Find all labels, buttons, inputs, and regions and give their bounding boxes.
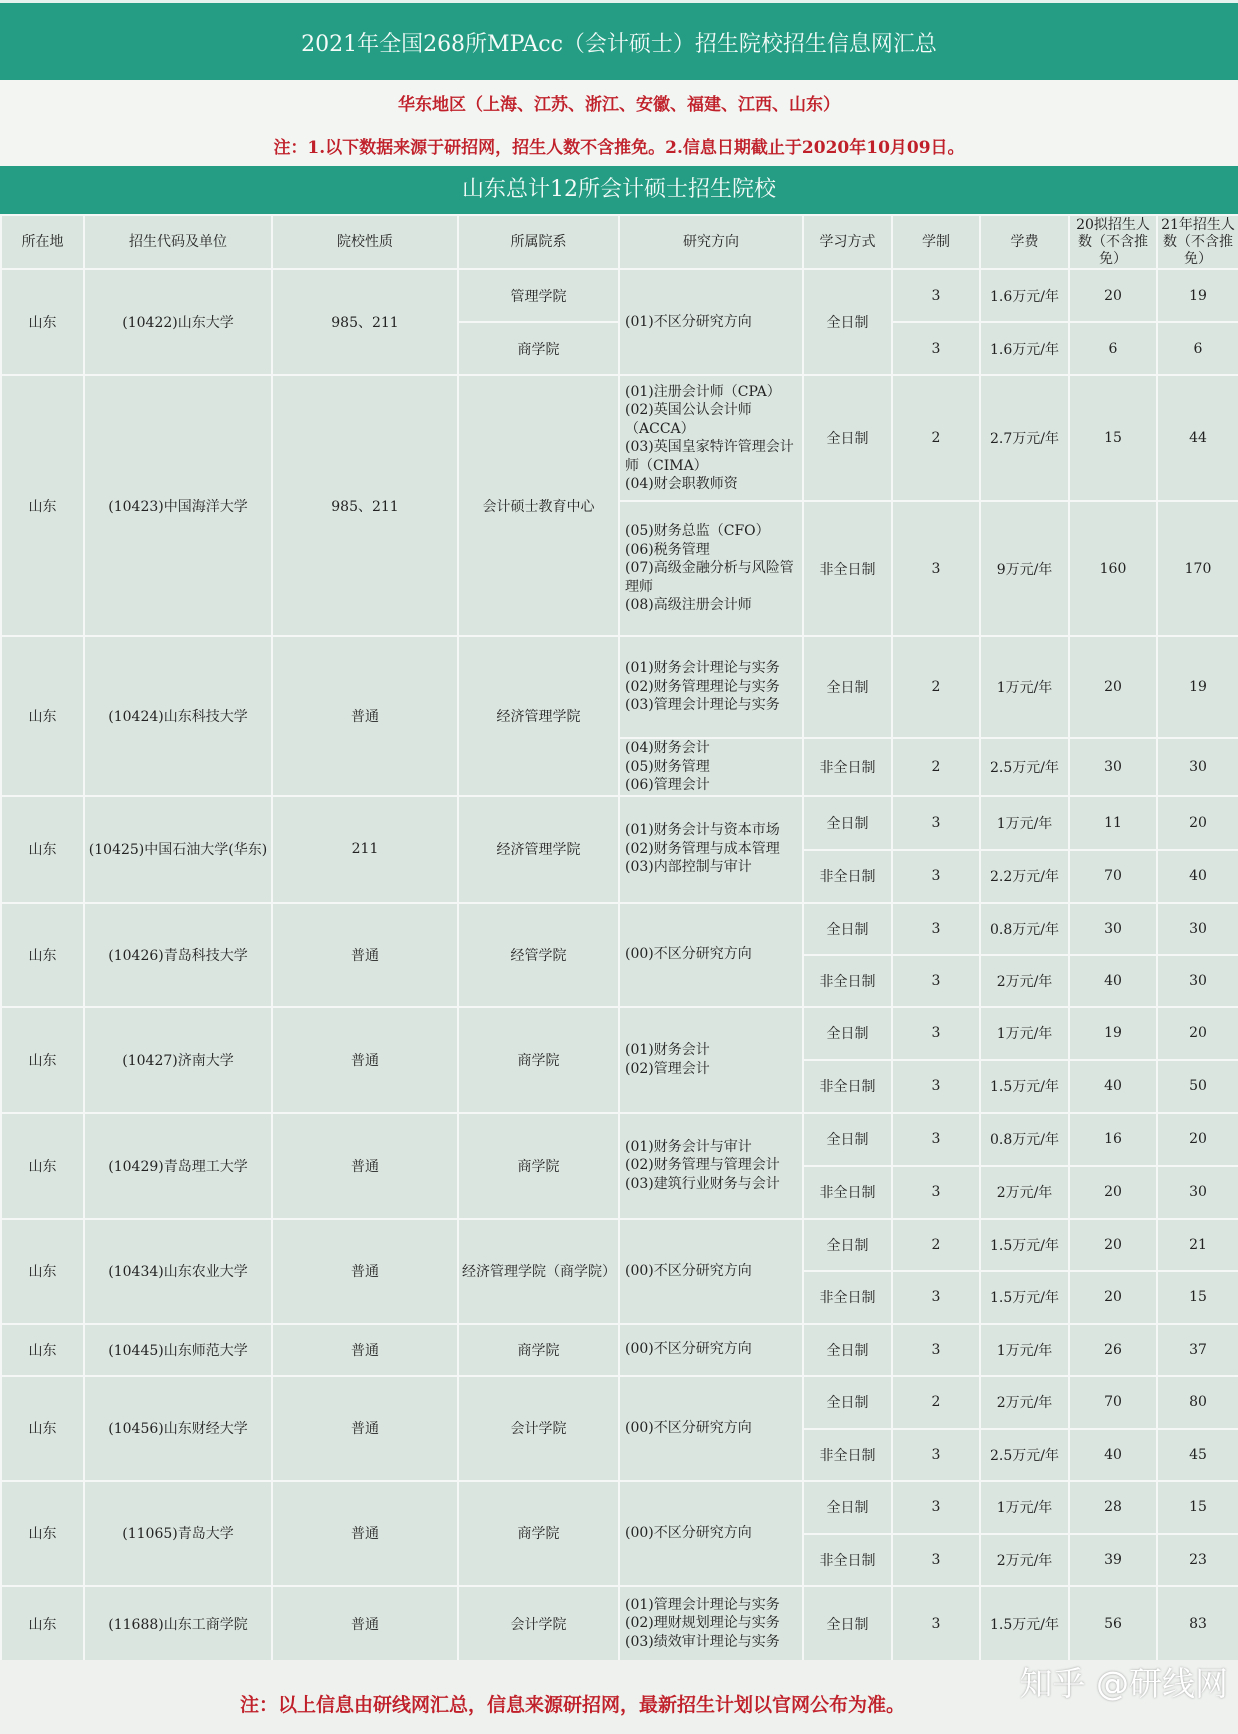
research-direction-cell: (05)财务总监（CFO） (06)税务管理 (07)高级金融分析与风险管理师 (08)高级注册会计师 bbox=[619, 501, 803, 636]
tuition-cell: 1.5万元/年 bbox=[980, 1586, 1069, 1662]
quota-2021-cell: 83 bbox=[1157, 1586, 1238, 1662]
unit-cell: (10434)山东农业大学 bbox=[84, 1219, 272, 1324]
study-mode-cell: 非全日制 bbox=[803, 850, 892, 903]
quota-2021-cell: 40 bbox=[1157, 850, 1238, 903]
table-row bbox=[1, 375, 1238, 501]
quota-2020-cell: 19 bbox=[1069, 1007, 1157, 1060]
location-cell: 山东 bbox=[1, 1324, 84, 1376]
duration-cell: 3 bbox=[892, 1586, 980, 1662]
unit-cell: (10423)中国海洋大学 bbox=[84, 375, 272, 636]
department-cell: 经管学院 bbox=[458, 903, 619, 1007]
quota-2020-cell: 16 bbox=[1069, 1113, 1157, 1166]
tuition-cell: 9万元/年 bbox=[980, 501, 1069, 636]
page-title: 2021年全国268所MPAcc（会计硕士）招生院校招生信息网汇总 bbox=[0, 0, 1238, 80]
study-mode-cell: 非全日制 bbox=[803, 1534, 892, 1586]
quota-2020-cell: 39 bbox=[1069, 1534, 1157, 1586]
tuition-cell: 1.6万元/年 bbox=[980, 269, 1069, 322]
duration-cell: 3 bbox=[892, 1060, 980, 1113]
research-direction-cell: (01)财务会计与资本市场 (02)财务管理与成本管理 (03)内部控制与审计 bbox=[619, 796, 803, 903]
location-cell: 山东 bbox=[1, 1219, 84, 1324]
department-cell: 商学院 bbox=[458, 1324, 619, 1376]
study-mode-cell: 非全日制 bbox=[803, 1271, 892, 1324]
quota-2020-cell: 20 bbox=[1069, 1166, 1157, 1219]
school-type-cell: 985、211 bbox=[272, 269, 458, 375]
quota-2021-cell: 23 bbox=[1157, 1534, 1238, 1586]
table-row bbox=[1, 1113, 1238, 1166]
tuition-cell: 1万元/年 bbox=[980, 636, 1069, 738]
department-cell: 商学院 bbox=[458, 1481, 619, 1586]
unit-cell: (10456)山东财经大学 bbox=[84, 1376, 272, 1481]
quota-2020-cell: 30 bbox=[1069, 738, 1157, 796]
quota-2021-cell: 20 bbox=[1157, 796, 1238, 850]
footer bbox=[0, 1660, 1238, 1734]
quota-2021-cell: 19 bbox=[1157, 636, 1238, 738]
duration-cell: 3 bbox=[892, 1113, 980, 1166]
department-cell: 经济管理学院（商学院） bbox=[458, 1219, 619, 1324]
duration-cell: 3 bbox=[892, 796, 980, 850]
tuition-cell: 2万元/年 bbox=[980, 1376, 1069, 1429]
department-cell: 经济管理学院 bbox=[458, 636, 619, 796]
school-type-cell: 普通 bbox=[272, 1324, 458, 1376]
table-row bbox=[1, 1219, 1238, 1271]
duration-cell: 3 bbox=[892, 501, 980, 636]
study-mode-cell: 非全日制 bbox=[803, 955, 892, 1007]
school-type-cell: 普通 bbox=[272, 1481, 458, 1586]
location-cell: 山东 bbox=[1, 375, 84, 636]
duration-cell: 3 bbox=[892, 903, 980, 955]
table-row bbox=[1, 636, 1238, 738]
duration-cell: 2 bbox=[892, 1376, 980, 1429]
footer-note: 注：以上信息由研线网汇总，信息来源研招网，最新招生计划以官网公布为准。 bbox=[240, 1694, 906, 1716]
quota-2021-cell: 30 bbox=[1157, 1166, 1238, 1219]
school-type-cell: 普通 bbox=[272, 636, 458, 796]
tuition-cell: 0.8万元/年 bbox=[980, 1113, 1069, 1166]
tuition-cell: 2万元/年 bbox=[980, 1534, 1069, 1586]
quota-2021-cell: 30 bbox=[1157, 903, 1238, 955]
quota-2020-cell: 40 bbox=[1069, 955, 1157, 1007]
column-header: 研究方向 bbox=[619, 215, 803, 269]
location-cell: 山东 bbox=[1, 1586, 84, 1662]
duration-cell: 3 bbox=[892, 850, 980, 903]
quota-2020-cell: 160 bbox=[1069, 501, 1157, 636]
duration-cell: 3 bbox=[892, 1481, 980, 1534]
department-cell: 会计硕士教育中心 bbox=[458, 375, 619, 636]
quota-2020-cell: 11 bbox=[1069, 796, 1157, 850]
research-direction-cell: (01)财务会计与审计 (02)财务管理与管理会计 (03)建筑行业财务与会计 bbox=[619, 1113, 803, 1219]
column-header: 学费 bbox=[980, 215, 1069, 269]
unit-cell: (10425)中国石油大学(华东) bbox=[84, 796, 272, 903]
study-mode-cell: 非全日制 bbox=[803, 501, 892, 636]
quota-2021-cell: 30 bbox=[1157, 738, 1238, 796]
unit-cell: (11065)青岛大学 bbox=[84, 1481, 272, 1586]
research-direction-cell: (00)不区分研究方向 bbox=[619, 1376, 803, 1481]
tuition-cell: 1.5万元/年 bbox=[980, 1271, 1069, 1324]
study-mode-cell: 全日制 bbox=[803, 1219, 892, 1271]
unit-cell: (10427)济南大学 bbox=[84, 1007, 272, 1113]
study-mode-cell: 全日制 bbox=[803, 903, 892, 955]
study-mode-cell: 全日制 bbox=[803, 1376, 892, 1429]
table-row bbox=[1, 1481, 1238, 1534]
table-row bbox=[1, 903, 1238, 955]
tuition-cell: 1.5万元/年 bbox=[980, 1219, 1069, 1271]
study-mode-cell: 全日制 bbox=[803, 1324, 892, 1376]
research-direction-cell: (00)不区分研究方向 bbox=[619, 903, 803, 1007]
location-cell: 山东 bbox=[1, 636, 84, 796]
research-direction-cell: (04)财务会计 (05)财务管理 (06)管理会计 bbox=[619, 738, 803, 796]
column-header: 所属院系 bbox=[458, 215, 619, 269]
research-direction-cell: (00)不区分研究方向 bbox=[619, 1219, 803, 1324]
study-mode-cell: 全日制 bbox=[803, 796, 892, 850]
school-type-cell: 普通 bbox=[272, 1219, 458, 1324]
tuition-cell: 1万元/年 bbox=[980, 796, 1069, 850]
department-cell: 经济管理学院 bbox=[458, 796, 619, 903]
zhihu-watermark: 知乎 @研线网 bbox=[1019, 1664, 1228, 1703]
quota-2021-cell: 80 bbox=[1157, 1376, 1238, 1429]
school-type-cell: 普通 bbox=[272, 1376, 458, 1481]
quota-2020-cell: 20 bbox=[1069, 269, 1157, 322]
quota-2020-cell: 20 bbox=[1069, 1219, 1157, 1271]
location-cell: 山东 bbox=[1, 1481, 84, 1586]
study-mode-cell: 非全日制 bbox=[803, 1429, 892, 1481]
quota-2020-cell: 40 bbox=[1069, 1429, 1157, 1481]
duration-cell: 2 bbox=[892, 738, 980, 796]
study-mode-cell: 非全日制 bbox=[803, 1060, 892, 1113]
unit-cell: (11688)山东工商学院 bbox=[84, 1586, 272, 1662]
tuition-cell: 1.6万元/年 bbox=[980, 322, 1069, 375]
column-header: 所在地 bbox=[1, 215, 84, 269]
location-cell: 山东 bbox=[1, 269, 84, 375]
quota-2020-cell: 70 bbox=[1069, 1376, 1157, 1429]
school-type-cell: 普通 bbox=[272, 1113, 458, 1219]
study-mode-cell: 全日制 bbox=[803, 636, 892, 738]
department-cell: 会计学院 bbox=[458, 1586, 619, 1662]
column-header: 21年招生人数（不含推免） bbox=[1157, 215, 1238, 269]
quota-2021-cell: 21 bbox=[1157, 1219, 1238, 1271]
study-mode-cell: 全日制 bbox=[803, 375, 892, 501]
tuition-cell: 2.7万元/年 bbox=[980, 375, 1069, 501]
tuition-cell: 1万元/年 bbox=[980, 1007, 1069, 1060]
column-header: 学制 bbox=[892, 215, 980, 269]
quota-2020-cell: 56 bbox=[1069, 1586, 1157, 1662]
duration-cell: 3 bbox=[892, 269, 980, 322]
research-direction-cell: (01)注册会计师（CPA） (02)英国公认会计师（ACCA） (03)英国皇家特许管理会计师（CIMA） (04)财会职教师资 bbox=[619, 375, 803, 501]
location-cell: 山东 bbox=[1, 1376, 84, 1481]
table-row bbox=[1, 1324, 1238, 1376]
table-row bbox=[1, 1376, 1238, 1429]
schools-table bbox=[0, 214, 1238, 1663]
tuition-cell: 2万元/年 bbox=[980, 955, 1069, 1007]
quota-2021-cell: 45 bbox=[1157, 1429, 1238, 1481]
duration-cell: 3 bbox=[892, 1271, 980, 1324]
study-mode-cell: 全日制 bbox=[803, 1007, 892, 1060]
quota-2021-cell: 50 bbox=[1157, 1060, 1238, 1113]
location-cell: 山东 bbox=[1, 1007, 84, 1113]
unit-cell: (10445)山东师范大学 bbox=[84, 1324, 272, 1376]
duration-cell: 2 bbox=[892, 636, 980, 738]
quota-2021-cell: 30 bbox=[1157, 955, 1238, 1007]
duration-cell: 3 bbox=[892, 955, 980, 1007]
department-cell: 管理学院 bbox=[458, 269, 619, 322]
table-header bbox=[1, 215, 1238, 269]
duration-cell: 3 bbox=[892, 1007, 980, 1060]
duration-cell: 3 bbox=[892, 1534, 980, 1586]
column-header: 学习方式 bbox=[803, 215, 892, 269]
quota-2020-cell: 26 bbox=[1069, 1324, 1157, 1376]
tuition-cell: 1万元/年 bbox=[980, 1481, 1069, 1534]
column-header: 院校性质 bbox=[272, 215, 458, 269]
quota-2021-cell: 20 bbox=[1157, 1113, 1238, 1166]
quota-2020-cell: 70 bbox=[1069, 850, 1157, 903]
tuition-cell: 2.5万元/年 bbox=[980, 1429, 1069, 1481]
unit-cell: (10426)青岛科技大学 bbox=[84, 903, 272, 1007]
quota-2020-cell: 15 bbox=[1069, 375, 1157, 501]
quota-2021-cell: 19 bbox=[1157, 269, 1238, 322]
quota-2021-cell: 170 bbox=[1157, 501, 1238, 636]
duration-cell: 2 bbox=[892, 1219, 980, 1271]
study-mode-cell: 非全日制 bbox=[803, 1166, 892, 1219]
quota-2020-cell: 30 bbox=[1069, 903, 1157, 955]
quota-2021-cell: 37 bbox=[1157, 1324, 1238, 1376]
location-cell: 山东 bbox=[1, 796, 84, 903]
table-row bbox=[1, 269, 1238, 322]
research-direction-cell: (01)财务会计理论与实务 (02)财务管理理论与实务 (03)管理会计理论与实务 bbox=[619, 636, 803, 738]
quota-2020-cell: 28 bbox=[1069, 1481, 1157, 1534]
tuition-cell: 0.8万元/年 bbox=[980, 903, 1069, 955]
quota-2021-cell: 6 bbox=[1157, 322, 1238, 375]
table-row bbox=[1, 1586, 1238, 1662]
research-direction-cell: (01)财务会计 (02)管理会计 bbox=[619, 1007, 803, 1113]
table-row bbox=[1, 796, 1238, 850]
column-header: 招生代码及单位 bbox=[84, 215, 272, 269]
school-type-cell: 普通 bbox=[272, 1007, 458, 1113]
column-header: 20拟招生人数（不含推免） bbox=[1069, 215, 1157, 269]
study-mode-cell: 全日制 bbox=[803, 1113, 892, 1166]
school-type-cell: 985、211 bbox=[272, 375, 458, 636]
quota-2021-cell: 15 bbox=[1157, 1271, 1238, 1324]
table-row bbox=[1, 1007, 1238, 1060]
department-cell: 会计学院 bbox=[458, 1376, 619, 1481]
tuition-cell: 2万元/年 bbox=[980, 1166, 1069, 1219]
tuition-cell: 2.5万元/年 bbox=[980, 738, 1069, 796]
school-type-cell: 211 bbox=[272, 796, 458, 903]
department-cell: 商学院 bbox=[458, 1007, 619, 1113]
location-cell: 山东 bbox=[1, 903, 84, 1007]
tuition-cell: 1万元/年 bbox=[980, 1324, 1069, 1376]
tuition-cell: 2.2万元/年 bbox=[980, 850, 1069, 903]
unit-cell: (10424)山东科技大学 bbox=[84, 636, 272, 796]
region-label: 华东地区（上海、江苏、浙江、安徽、福建、江西、山东） bbox=[398, 95, 840, 115]
quota-2020-cell: 20 bbox=[1069, 636, 1157, 738]
department-cell: 商学院 bbox=[458, 322, 619, 375]
study-mode-cell: 全日制 bbox=[803, 269, 892, 375]
quota-2021-cell: 44 bbox=[1157, 375, 1238, 501]
region-banner bbox=[0, 80, 1238, 166]
location-cell: 山东 bbox=[1, 1113, 84, 1219]
school-type-cell: 普通 bbox=[272, 1586, 458, 1662]
duration-cell: 3 bbox=[892, 1324, 980, 1376]
school-type-cell: 普通 bbox=[272, 903, 458, 1007]
unit-cell: (10422)山东大学 bbox=[84, 269, 272, 375]
quota-2021-cell: 20 bbox=[1157, 1007, 1238, 1060]
research-direction-cell: (00)不区分研究方向 bbox=[619, 1481, 803, 1586]
duration-cell: 3 bbox=[892, 1166, 980, 1219]
quota-2021-cell: 15 bbox=[1157, 1481, 1238, 1534]
study-mode-cell: 全日制 bbox=[803, 1586, 892, 1662]
research-direction-cell: (00)不区分研究方向 bbox=[619, 1324, 803, 1376]
quota-2020-cell: 20 bbox=[1069, 1271, 1157, 1324]
tuition-cell: 1.5万元/年 bbox=[980, 1060, 1069, 1113]
research-direction-cell: (01)管理会计理论与实务 (02)理财规划理论与实务 (03)绩效审计理论与实务 bbox=[619, 1586, 803, 1662]
duration-cell: 3 bbox=[892, 1429, 980, 1481]
duration-cell: 2 bbox=[892, 375, 980, 501]
duration-cell: 3 bbox=[892, 322, 980, 375]
quota-2020-cell: 6 bbox=[1069, 322, 1157, 375]
research-direction-cell: (01)不区分研究方向 bbox=[619, 269, 803, 375]
study-mode-cell: 全日制 bbox=[803, 1481, 892, 1534]
department-cell: 商学院 bbox=[458, 1113, 619, 1219]
quota-2020-cell: 40 bbox=[1069, 1060, 1157, 1113]
data-note: 注：1.以下数据来源于研招网，招生人数不含推免。2.信息日期截止于2020年10月09日。 bbox=[273, 138, 965, 158]
study-mode-cell: 非全日制 bbox=[803, 738, 892, 796]
section-title: 山东总计12所会计硕士招生院校 bbox=[0, 166, 1238, 214]
unit-cell: (10429)青岛理工大学 bbox=[84, 1113, 272, 1219]
